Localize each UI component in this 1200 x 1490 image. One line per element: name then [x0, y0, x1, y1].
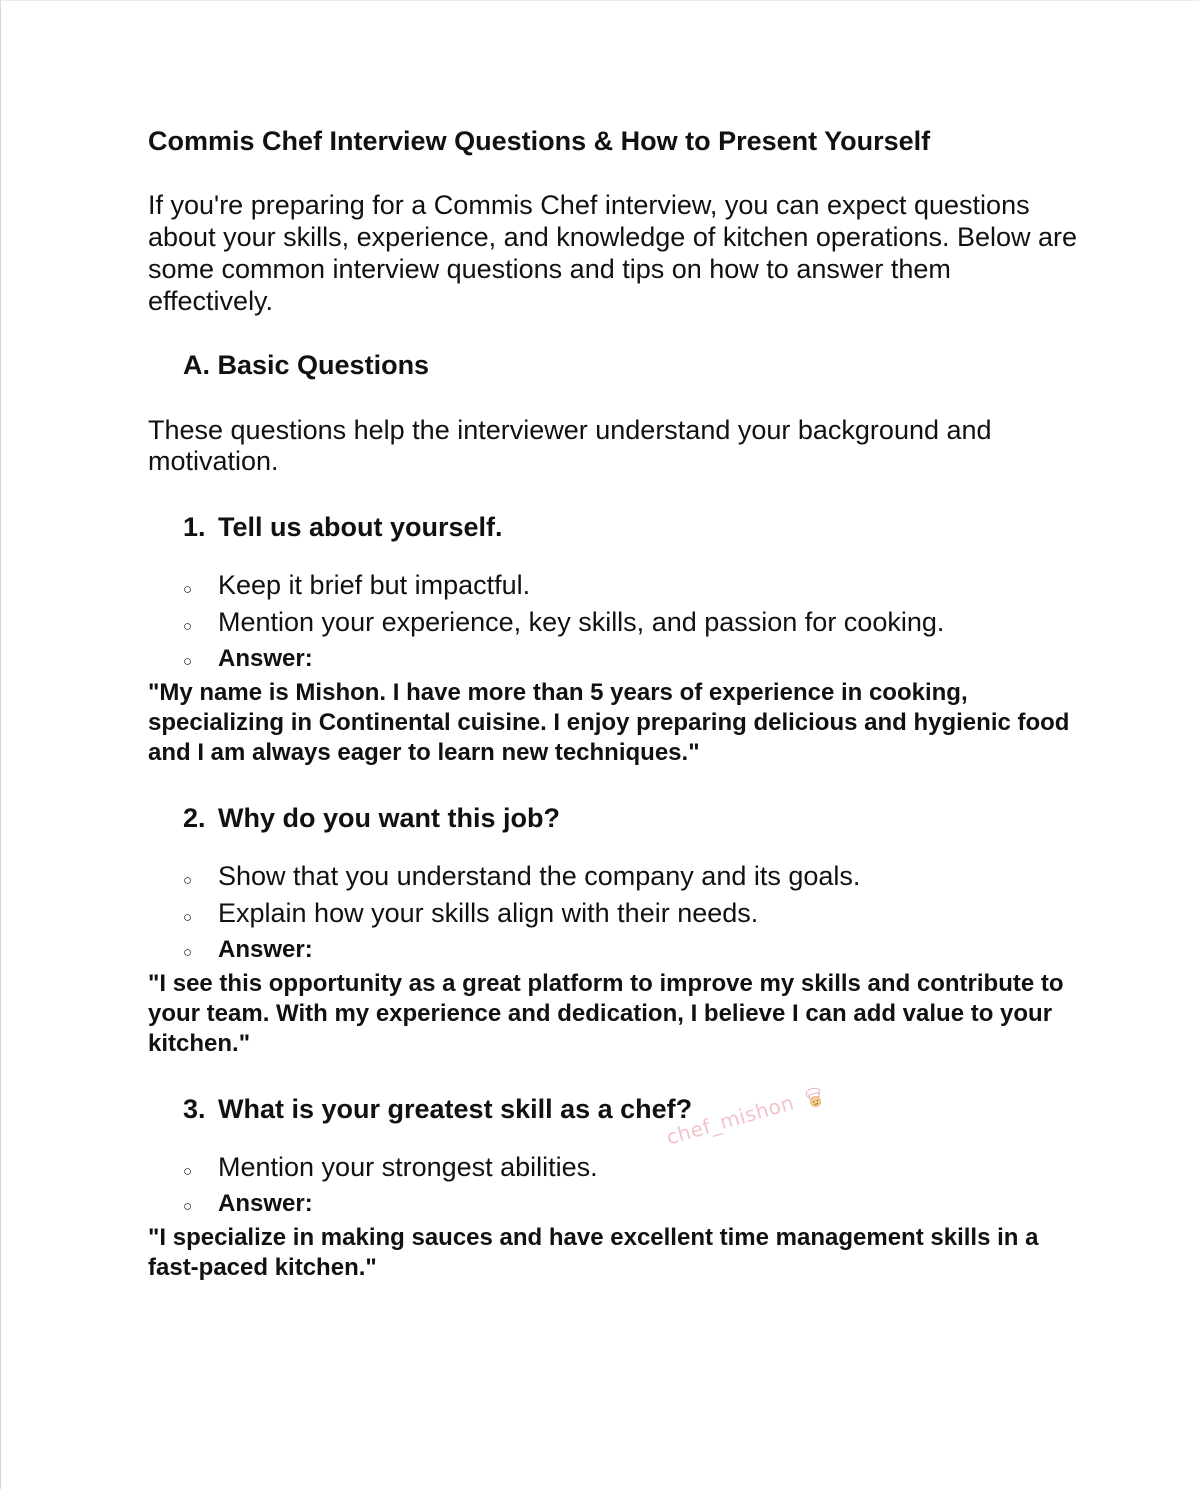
question-1-answer: "My name is Mishon. I have more than 5 years of experience in cooking, specializing in Continental cuisine. I enjoy preparing delicious and hygienic food and I am always eager to learn new techniques."	[148, 679, 1070, 766]
bullet-icon: ○	[183, 581, 193, 598]
list-item	[183, 643, 1078, 678]
answer-label: Answer:	[218, 936, 313, 963]
list-item	[183, 934, 1078, 969]
section-heading: A. Basic Questions	[183, 350, 430, 380]
watermark-text: chef_mishon	[663, 1090, 797, 1150]
question-3-answer: "I specialize in making sauces and have excellent time management skills in a fast-paced kitchen."	[148, 1224, 1039, 1281]
question-text: Why do you want this job?	[218, 803, 560, 833]
tip-text: Mention your experience, key skills, and passion for cooking.	[218, 607, 945, 637]
bullet-icon: ○	[183, 944, 193, 961]
tip-text: Keep it brief but impactful.	[218, 570, 531, 600]
section-intro: These questions help the interviewer understand your background and motivation.	[148, 415, 992, 476]
question-text: What is your greatest skill as a chef?	[218, 1094, 693, 1124]
question-number: 1.	[183, 512, 206, 542]
bullet-icon: ○	[183, 872, 193, 889]
bullet-icon: ○	[183, 909, 193, 926]
bullet-icon: ○	[183, 618, 193, 635]
question-1	[183, 509, 1078, 545]
list-item	[183, 897, 1078, 934]
bullet-icon: ○	[183, 1163, 193, 1180]
answer-label: Answer:	[218, 645, 313, 672]
document-body	[148, 123, 1078, 1283]
list-item	[183, 860, 1078, 897]
question-1-tips	[183, 569, 1078, 678]
tip-text: Mention your strongest abilities.	[218, 1152, 598, 1182]
list-item	[183, 1151, 1078, 1188]
question-number: 3.	[183, 1094, 206, 1124]
list-item	[183, 569, 1078, 606]
intro-paragraph: If you're preparing for a Commis Chef interview, you can expect questions about your skills, experience, and knowledge of kitchen operations. Below are some common interview questions and tips on how to answer them effectively.	[148, 190, 1078, 316]
bullet-icon: ○	[183, 653, 193, 670]
tip-text: Show that you understand the company and its goals.	[218, 861, 861, 891]
question-2-answer: "I see this opportunity as a great platform to improve my skills and contribute to your team. With my experience and dedication, I believe I can add value to your kitchen."	[148, 970, 1064, 1057]
question-3	[183, 1091, 1078, 1127]
tip-text: Explain how your skills align with their needs.	[218, 898, 759, 928]
answer-label: Answer:	[218, 1190, 313, 1217]
question-2-tips	[183, 860, 1078, 969]
bullet-icon: ○	[183, 1198, 193, 1215]
list-item	[183, 1188, 1078, 1223]
question-3-tips	[183, 1151, 1078, 1223]
question-number: 2.	[183, 803, 206, 833]
question-2	[183, 800, 1078, 836]
list-item	[183, 606, 1078, 643]
question-text: Tell us about yourself.	[218, 512, 503, 542]
document-title: Commis Chef Interview Questions & How to Present Yourself	[148, 126, 931, 156]
